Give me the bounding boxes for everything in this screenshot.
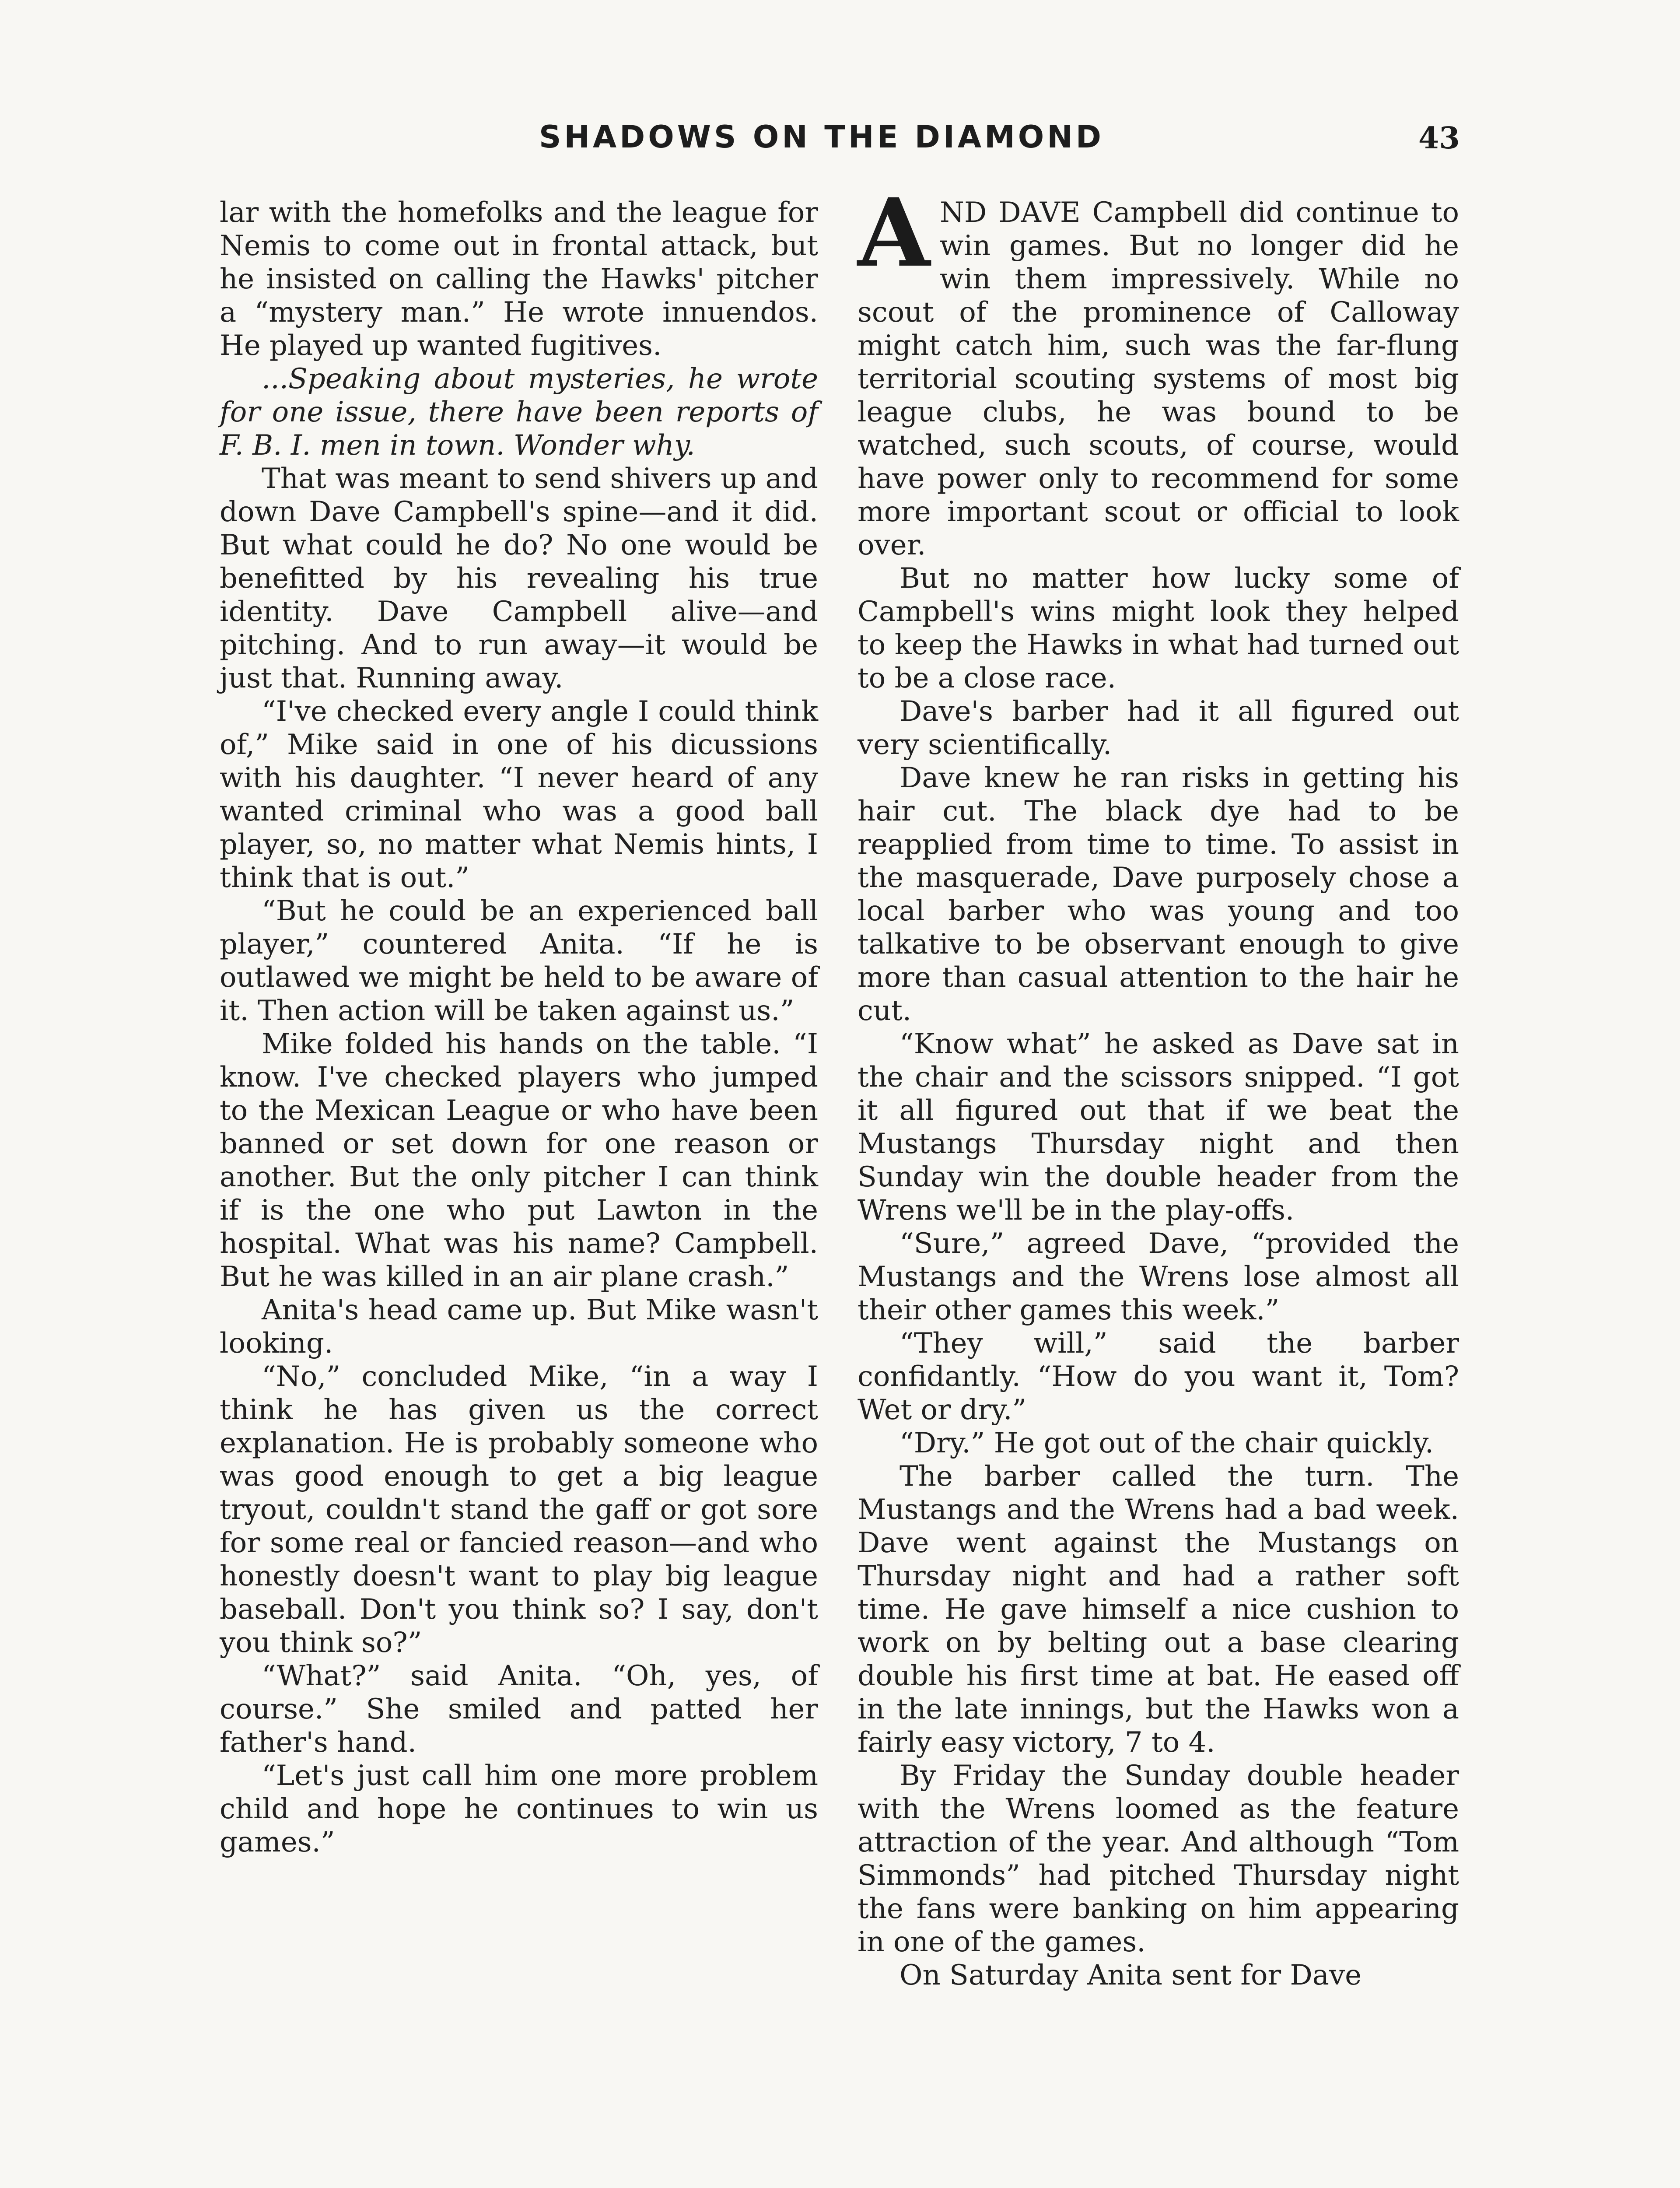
- paragraph: That was meant to send shivers up and down Dave Campbell's spine—and it did. But what could he do? No one would be benefitted by his revealing his true identity. Dave Campbell alive—and pitching. And to run away—it would be just that. Running away.: [220, 463, 818, 694]
- paragraph: The barber called the turn. The Mustangs and the Wrens had a bad week. Dave went against the Mustangs on Thursday night and had a rather soft time. He gave himself a nice cushion to work on by belting out a base clearing double his first time at bat. He eased off in the late innings, but the Hawks won a fairly easy victory, 7 to 4.: [858, 1460, 1459, 1759]
- paragraph: lar with the homefolks and the league for Nemis to come out in frontal attack, but he insisted on calling the Hawks' pitcher a “mystery man.” He wrote innuendos. He played up wanted fugitives.: [220, 196, 818, 362]
- paragraph: Dave's barber had it all figured out very scientifically.: [858, 695, 1459, 761]
- running-header: [0, 119, 1680, 167]
- right-text-column: [858, 178, 1459, 1992]
- section-opening-paragraph: [858, 178, 1459, 562]
- paragraph: “Let's just call him one more problem child and hope he continues to win us games.”: [220, 1760, 818, 1858]
- paragraph: “Know what” he asked as Dave sat in the chair and the scissors snipped. “I got it all figured out that if we beat the Mustangs Thursday night and then Sunday win the double header from the Wrens we'll be in the play-offs.: [858, 1028, 1459, 1227]
- paragraph: Anita's head came up. But Mike wasn't looking.: [220, 1294, 818, 1360]
- paragraph: “Dry.” He got out of the chair quickly.: [900, 1427, 1434, 1459]
- paragraph: But no matter how lucky some of Campbell's wins might look they helped to keep the Hawks in what had turned out to be a close race.: [858, 562, 1459, 694]
- opening-text: ND DAVE Campbell did continue to win games. But no longer did he win them impressively. While no scout of the prominence of Calloway might catch him, such was the far-flung territorial scouting systems of most big league clubs, he was bound to be watched, such scouts, of course, would have power only to recommend for some more important scout or official to look over.: [858, 196, 1459, 561]
- left-text-column: [220, 196, 818, 1859]
- paragraph: “No,” concluded Mike, “in a way I think he has given us the correct explanation. He is probably someone who was good enough to get a big league tryout, couldn't stand the gaff or got sore for some real or fancied reason—and who honestly doesn't want to play big league baseball. Don't you think so? I say, don't you think so?”: [220, 1360, 818, 1659]
- paragraph: Dave knew he ran risks in getting his hair cut. The black dye had to be reapplied from time to time. To assist in the masquerade, Dave purposely chose a local barber who was young and too talkative to be observant enough to give more than casual attention to the hair he cut.: [858, 762, 1459, 1027]
- paragraph: By Friday the Sunday double header with the Wrens loomed as the feature attraction of the year. And although “Tom Simmonds” had pitched Thursday night the fans were banking on him appearing in one of the games.: [858, 1760, 1459, 1958]
- paragraph: “But he could be an experienced ball player,” countered Anita. “If he is outlawed we might be held to be aware of it. Then action will be taken against us.”: [220, 895, 818, 1027]
- paragraph: On Saturday Anita sent for Dave: [900, 1959, 1362, 1992]
- page-number: 43: [1418, 121, 1460, 156]
- quoted-column-excerpt: ...Speaking about mysteries, he wrote for one issue, there have been reports of F. B. I. men in town. Wonder why.: [220, 363, 818, 462]
- drop-cap: A: [858, 178, 931, 288]
- paragraph: “Sure,” agreed Dave, “provided the Mustangs and the Wrens lose almost all their other games this week.”: [858, 1227, 1459, 1326]
- paragraph: “I've checked every angle I could think of,” Mike said in one of his dicussions with his daughter. “I never heard of any wanted criminal who was a good ball player, so, no matter what Nemis hints, I think that is out.”: [220, 695, 818, 894]
- paragraph: “They will,” said the barber confidantly. “How do you want it, Tom? Wet or dry.”: [858, 1327, 1459, 1426]
- paragraph: “What?” said Anita. “Oh, yes, of course.” She smiled and patted her father's hand.: [220, 1660, 818, 1759]
- running-title: SHADOWS ON THE DIAMOND: [539, 119, 1104, 155]
- paragraph: Mike folded his hands on the table. “I know. I've checked players who jumped to the Mexican League or who have been banned or set down for one reason or another. But the only pitcher I can think if is the one who put Lawton in the hospital. What was his name? Campbell. But he was killed in an air plane crash.”: [220, 1028, 818, 1293]
